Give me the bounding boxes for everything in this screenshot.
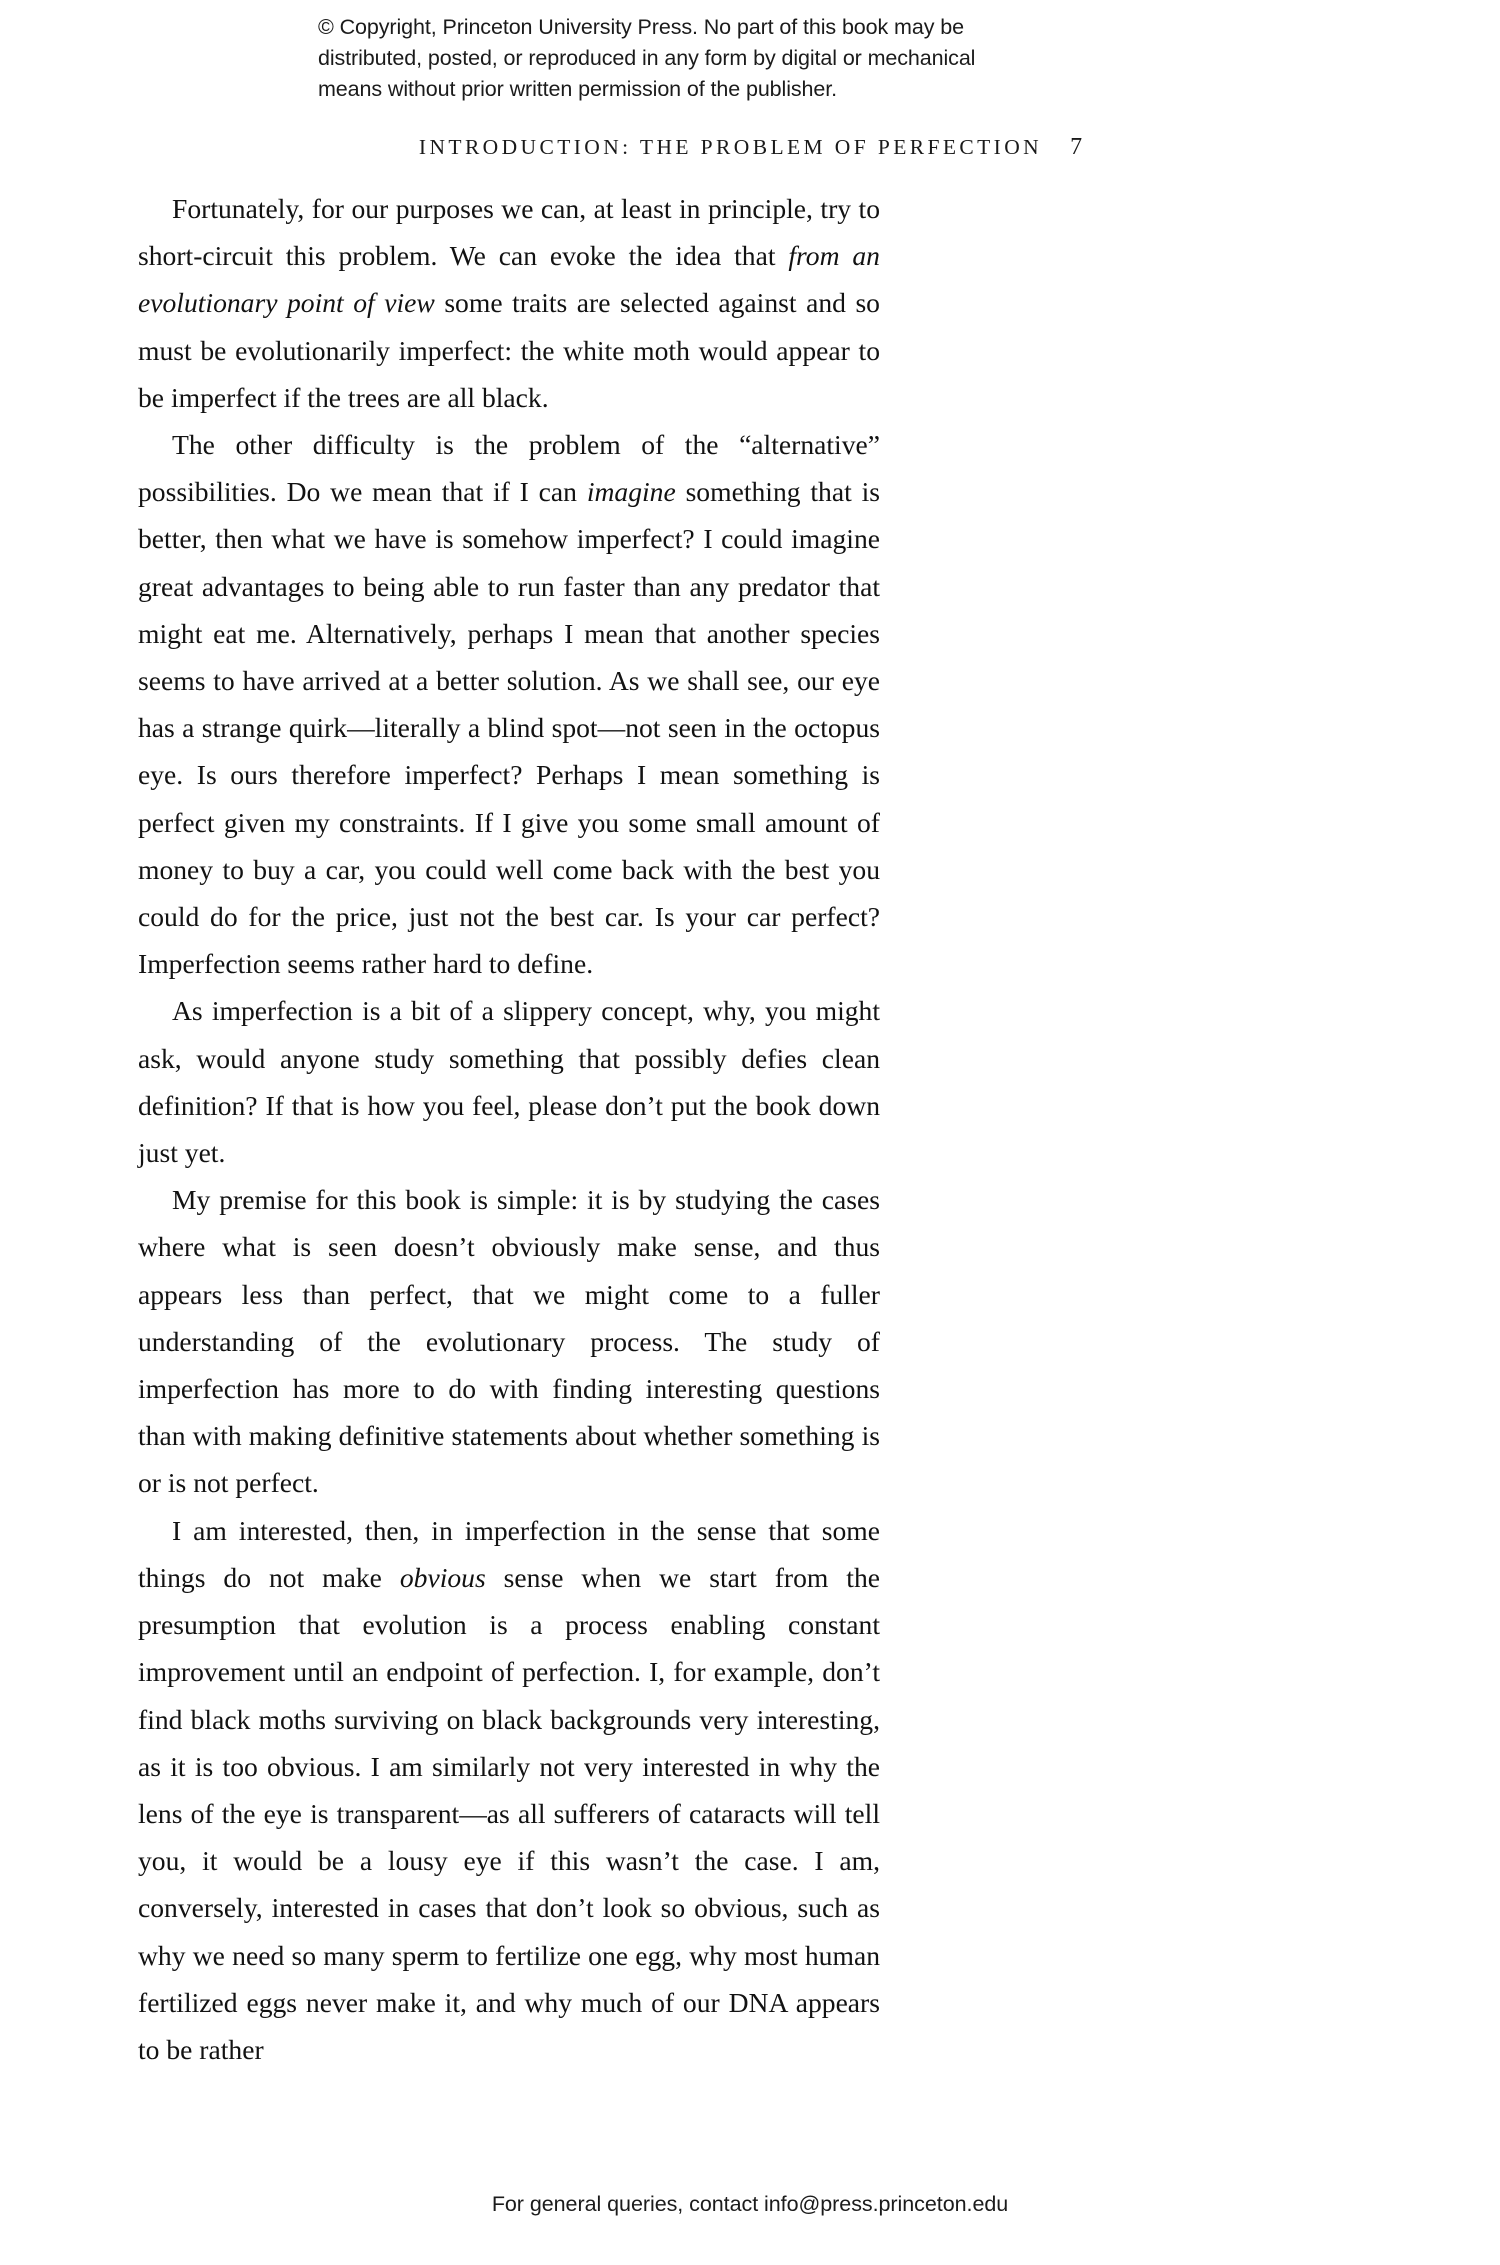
- copyright-line-1: © Copyright, Princeton University Press. No part of this book may be: [318, 15, 964, 39]
- para-i-am-interested: [138, 1507, 880, 2073]
- page-number: 7: [1070, 134, 1083, 160]
- emphasis-text: from an evolutionary point of view: [138, 240, 880, 319]
- body-text-run: The other difficulty is the problem of the “alternative” possibilities. Do we mean that if I can: [138, 429, 880, 508]
- para-slippery: [138, 987, 880, 1176]
- body-text-run: My premise for this book is simple: it is by studying the cases where what is seen doesn’t obviously make sense, and thus appears less than perfect, that we might come to a fuller understanding of the evolutionary process. The study of imperfection has more to do with finding interesting questions than with making definitive statements about whether something is or is not perfect.: [138, 1184, 880, 1499]
- copyright-notice: [318, 12, 1188, 105]
- body-text: [138, 185, 880, 2073]
- body-text-run: As imperfection is a bit of a slippery concept, why, you might ask, would anyone study something that possibly defies clean definition? If that is how you feel, please don’t put the book down just yet.: [138, 995, 880, 1169]
- body-text-run: I am interested, then, in imperfection in the sense that some things do not make: [138, 1514, 880, 1593]
- body-text-run: some traits are selected against and so must be evolutionarily imperfect: the white moth would appear to be imperfect if the trees are all black.: [138, 287, 880, 413]
- running-head-title: INTRODUCTION: THE PROBLEM OF PERFECTION: [418, 135, 1043, 159]
- copyright-line-2: distributed, posted, or reproduced in any form by digital or mechanical: [318, 46, 976, 70]
- body-text-run: Fortunately, for our purposes we can, at least in principle, try to short-circuit this problem. We can evoke the idea that: [138, 193, 880, 272]
- para-other-difficulty: [138, 421, 880, 987]
- running-head: [138, 134, 1363, 161]
- emphasis-text: imagine: [586, 476, 676, 508]
- copyright-line-3: means without prior written permission of the publisher.: [318, 77, 838, 101]
- body-text-run: something that is better, then what we have is somehow imperfect? I could imagine great advantages to being able to run faster than any predator that might eat me. Alternatively, perhaps I mean that another species seems to have arrived at a better solution. As we shall see, our eye has a strange quirk—literally a blind spot—not seen in the octopus eye. Is ours therefore imperfect? Perhaps I mean something is perfect given my constraints. If I give you some small amount of money to buy a car, you could well come back with the best you could do for the price, just not the best car. Is your car perfect? Imperfection seems rather hard to define.: [138, 476, 880, 980]
- para-fortunately: [138, 185, 880, 421]
- body-text-run: sense when we start from the presumption that evolution is a process enabling constant improvement until an endpoint of perfection. I, for example, don’t find black moths surviving on black backgrounds very interesting, as it is too obvious. I am similarly not very interested in why the lens of the eye is transparent—as all sufferers of cataracts will tell you, it would be a lousy eye if this wasn’t the case. I am, conversely, interested in cases that don’t look so obvious, such as why we need so many sperm to fertilize one egg, why most human fertilized eggs never make it, and why much of our DNA appears to be rather: [138, 1561, 880, 2065]
- footer-query-note: For general queries, contact info@press.princeton.edu: [491, 2192, 1009, 2216]
- para-my-premise: [138, 1176, 880, 1506]
- emphasis-text: obvious: [399, 1561, 486, 1593]
